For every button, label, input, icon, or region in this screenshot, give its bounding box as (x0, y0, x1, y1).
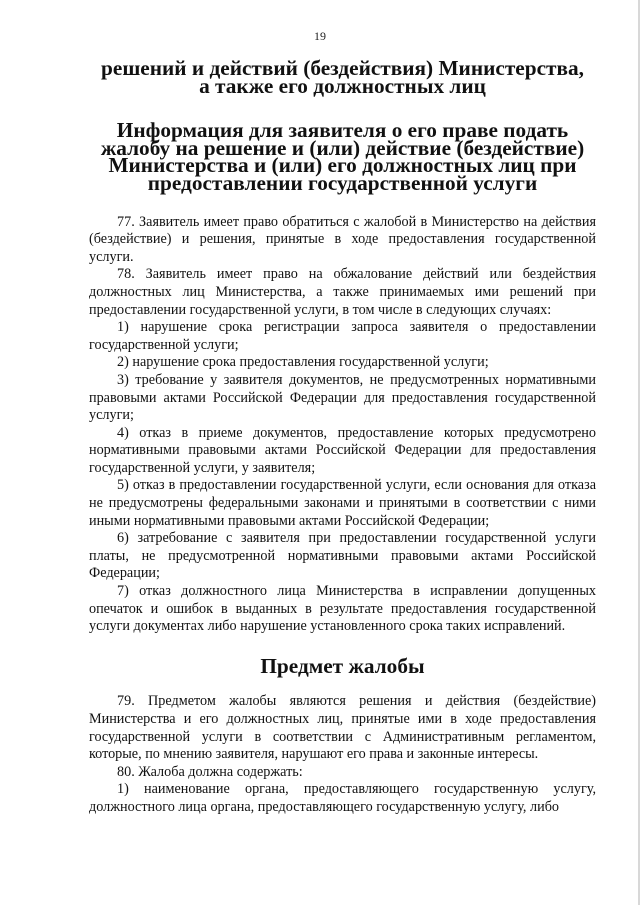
list-item-3: 3) требование у заявителя документов, не предусмотренных нормативными правовыми актами Российской Федерации для предоставления государственной услуги; (89, 371, 596, 424)
heading-complaint-subject: Предмет жалобы (260, 653, 425, 678)
list-item-80-1: 1) наименование органа, предоставляющего государственную услугу, должностного лица органа, предоставляющего государственную услугу, либо (89, 781, 596, 815)
section-complaint-subject (89, 693, 596, 816)
page-content (89, 56, 596, 817)
list-item-7: 7) отказ должностного лица Министерства в исправлении допущенных опечаток и ошибок в выданных в результате предоставления государственной услуги документах либо нарушение установленного срока таких исправлений. (89, 583, 596, 635)
list-item-5: 5) отказ в предоставлении государственной услуги, если основания для отказа не предусмотрены федеральными законами и принятыми в соответствии с ними иными нормативными правовыми актами Российской Федерации; (89, 477, 596, 529)
list-item-2: 2) нарушение срока предоставления государственной услуги; (117, 354, 489, 371)
list-item-4: 4) отказ в приеме документов, предоставление которых предусмотрено нормативными правовыми актами Российской Федерации для предоставления государственной услуги, у заявителя; (89, 424, 596, 476)
paragraph-79: 79. Предметом жалобы являются решения и действия (бездействие) Министерства и его должностных лиц, принятые ими в ходе предоставления государственной услуги в соответствии с Административным регламентом, которые, по мнению заявителя, нарушают его права и законные интересы. (89, 693, 596, 763)
paragraph-78: 78. Заявитель имеет право на обжалование действий или бездействия должностных лиц Министерства, а также принимаемых ими решений при предоставлении государственной услуги, в том числе в следующих случаях: (89, 266, 596, 318)
section-complaint-rights (89, 214, 596, 636)
list-item-6: 6) затребование с заявителя при предоставлении государственной услуги платы, не предусмотренной нормативными правовыми актами Российской Федерации; (89, 530, 596, 582)
page-number: 19 (314, 29, 326, 43)
paragraph-80: 80. Жалоба должна содержать: (117, 763, 303, 780)
heading-continuation: решений и действий (бездействия) Министерства, а также его должностных лиц (101, 56, 584, 98)
paragraph-77: 77. Заявитель имеет право обратиться с жалобой в Министерство на действия (бездействие) и решения, принятые в ходе предоставления государственной услуги. (89, 213, 596, 265)
heading-complaint-right-info: Информация для заявителя о его праве подать жалобу на решение и (или) действие (бездействие) Министерства и (или) его должностных лиц при предоставлении государственной услуги (100, 118, 585, 195)
list-item-1: 1) нарушение срока регистрации запроса заявителя о предоставлении государственной услуги; (89, 319, 596, 353)
